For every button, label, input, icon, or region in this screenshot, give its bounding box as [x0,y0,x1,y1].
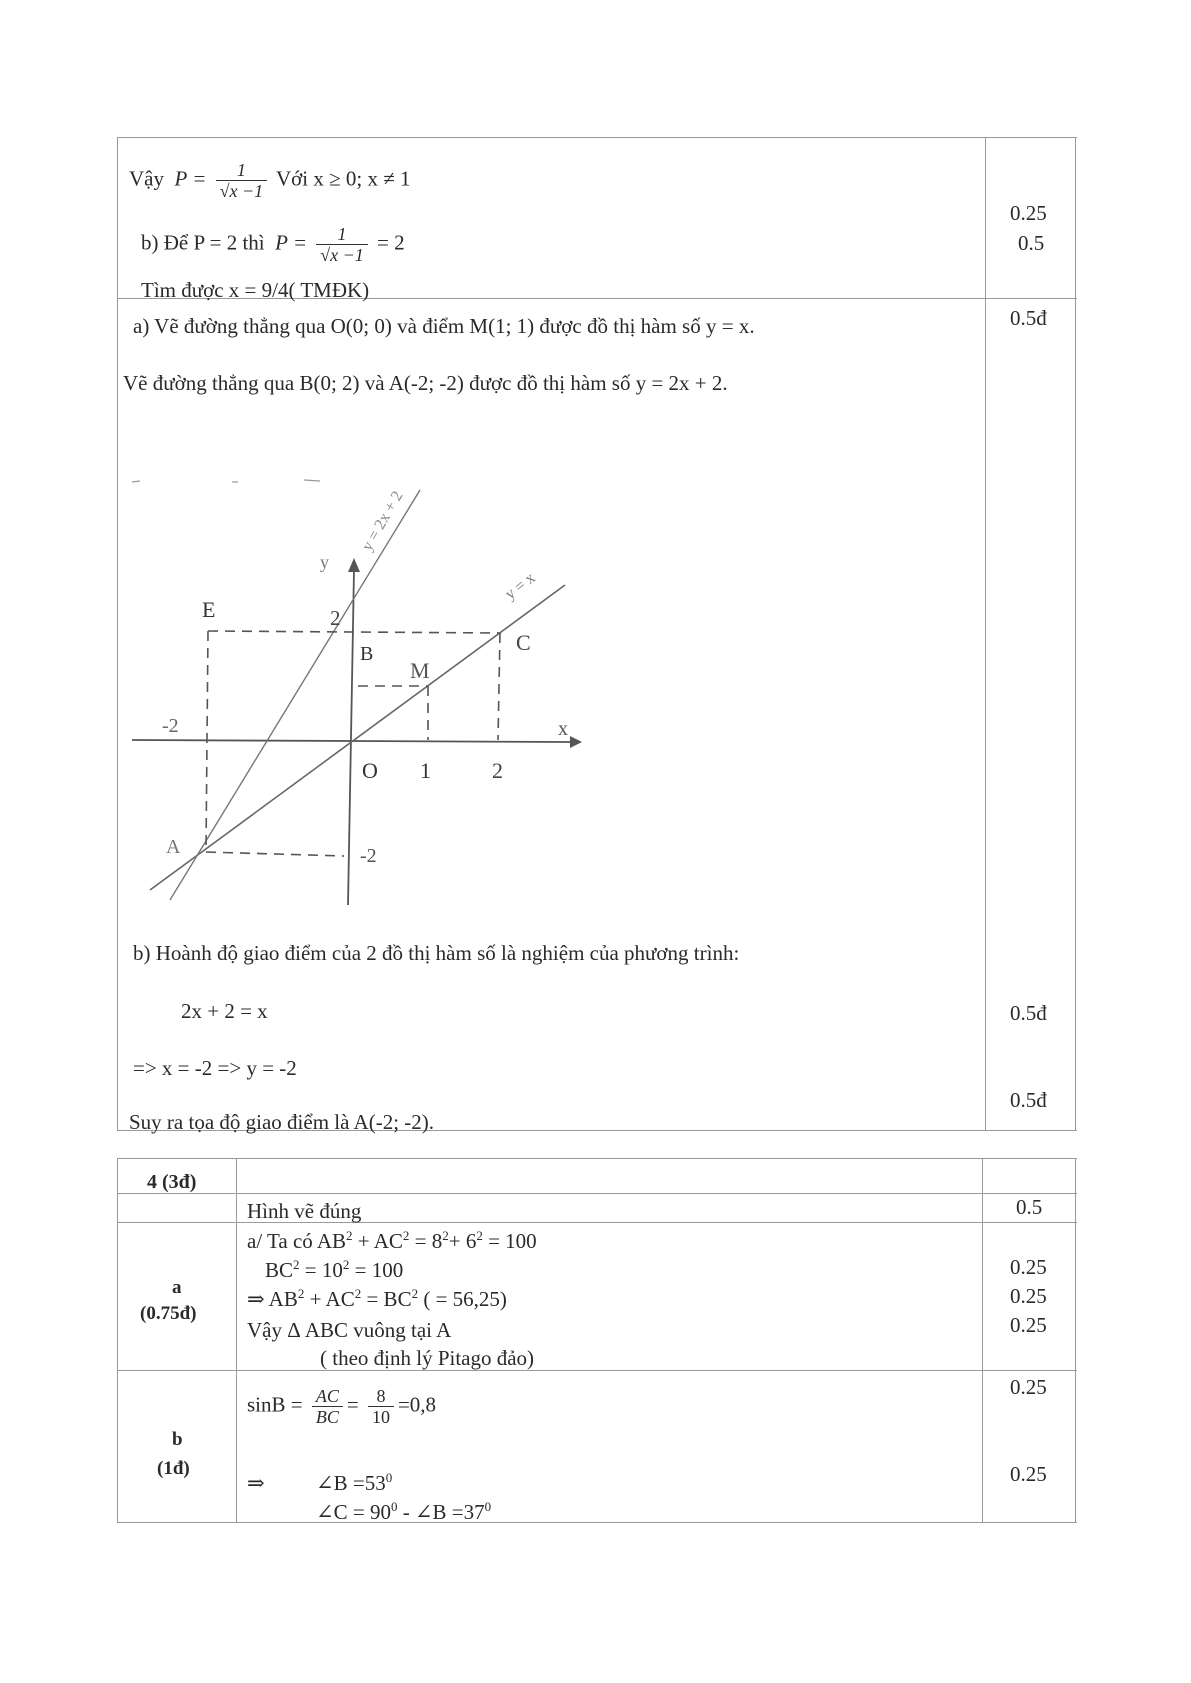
origin-label: O [362,758,378,783]
y-axis-label: y [320,552,329,572]
function-graph [120,460,600,910]
line-a2: $BC^2 = 10^2 = 100$ [265,1257,404,1282]
figure-note: Hình vẽ đúng [247,1199,362,1223]
part-a-line-2: Vẽ đường thẳng qua B(0; 2) và A(-2; -2) được đồ thị hàm số y = 2x + 2. [123,371,728,395]
score: 0.5đ [1010,1088,1047,1112]
line-a4: Vậy Δ ABC vuông tại A [247,1318,452,1342]
score: 0.5đ [1010,1001,1047,1025]
score: 0.5 [1018,231,1045,255]
line-a1: a/ Ta có $AB^2 + AC^2 = 8^2+ 6^2 = 100$ [247,1228,537,1253]
table-border [1075,1158,1076,1522]
score: 0.25 [1010,1255,1047,1279]
table-border [117,1370,1077,1371]
sin-line: sinB = $\frac{AC}{BC}$ = $\frac{8}{10}$ =0,8 [247,1386,437,1427]
fraction: $\frac{AC}{BC}$ [312,1386,343,1427]
equation: 2x + 2 = x [181,999,268,1023]
score: 0.5 [1016,1195,1043,1219]
table-border [117,1158,1077,1159]
part-label: b [172,1429,183,1450]
solution: => x = -2 => y = -2 [133,1056,297,1080]
angle-b-line: ∠B $=53^0$ [316,1470,393,1495]
score: 0.25 [1010,1313,1047,1337]
fraction: $\frac{1}{√x -1}$ [316,224,368,265]
score: 0.25 [1010,1375,1047,1399]
x-axis-label: x [558,718,568,740]
table-border [117,137,1077,138]
line-2-label: y = 2x + 2 [358,488,407,554]
point-E: E [202,597,216,622]
table-border [117,137,118,1130]
line-a5: ( theo định lý Pitago đảo) [320,1346,535,1370]
score: 0.25 [1010,201,1047,225]
line-a3: ⇒ $AB^2 + AC^2 = BC^2$ ( = 56,25) [247,1286,507,1311]
point-B: B [360,643,374,665]
part-label: a [172,1277,182,1298]
tick-x2: 2 [492,758,503,783]
table-border [985,137,986,1130]
table-border [1075,137,1076,1130]
table-border [117,1193,1077,1194]
point-C: C [516,630,531,655]
angle-c-line: ∠C = $90^0$ - ∠B $=37^0$ [316,1499,492,1524]
tick-y-minus2: -2 [360,845,377,867]
table-border [982,1158,983,1522]
point-A: A [166,836,181,858]
result-line: Tìm được x = 9/4( TMĐK) [141,278,370,302]
question-header: 4 (3đ) [147,1171,197,1193]
tick-x-minus2: -2 [162,715,179,737]
line-1-label: y = x [501,569,539,604]
y-axis [348,570,354,905]
fraction: $\frac{8}{10}$ [368,1386,394,1427]
line-y-equals-2x-plus-2 [170,490,420,900]
tick-y2: 2 [330,606,341,630]
part-a-line-1: a) Vẽ đường thẳng qua O(0; 0) và điểm M(1; 1) được đồ thị hàm số y = x. [133,314,755,338]
tick-x1: 1 [420,758,431,783]
score: 0.5đ [1010,306,1047,330]
table-border [117,1158,118,1522]
table-border [236,1158,237,1522]
part-points: (1đ) [157,1458,190,1479]
conclusion-line: Vậy P = $\frac{1}{√x -1}$ Với x ≥ 0; x ≠ 1 [129,160,411,201]
part-b-intro: b) Hoành độ giao điểm của 2 đồ thị hàm số là nghiệm của phương trình: [133,941,740,965]
score: 0.25 [1010,1462,1047,1486]
part-points: (0.75đ) [140,1303,197,1324]
table-border [117,1522,1077,1523]
part-b-line: b) Để P = 2 thì P = $\frac{1}{√x -1}$ = 2 [141,224,405,265]
conclusion: Suy ra tọa độ giao điểm là A(-2; -2). [129,1110,435,1134]
point-M: M [410,658,430,683]
score: 0.25 [1010,1284,1047,1308]
implies-sign: ⇒ [247,1471,265,1495]
fraction: $\frac{1}{√x -1}$ [216,160,268,201]
